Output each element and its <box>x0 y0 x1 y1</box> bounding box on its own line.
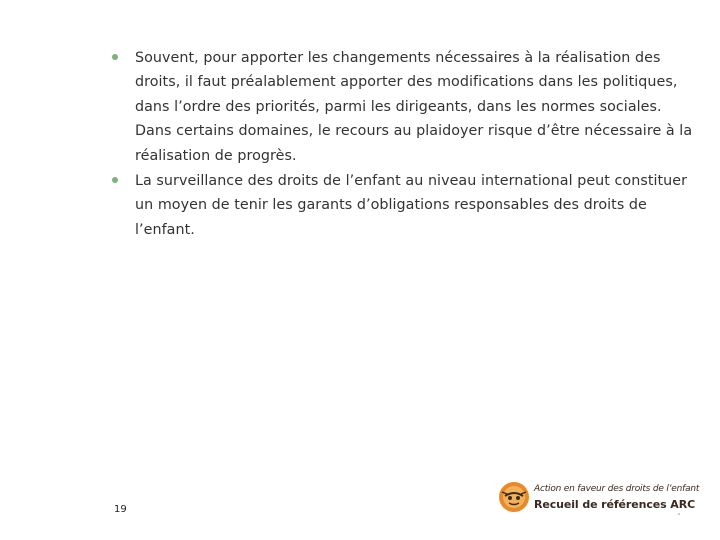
arc-logo <box>498 480 700 518</box>
bullet-text: La surveillance des droits de l’enfant au niveau international peut constituer un moyen de tenir les garants d’obligations responsables des droits de l’enfant. <box>135 173 688 238</box>
bullet-text: Souvent, pour apporter les changements nécessaires à la réalisation des droits, il faut préalablement apporter des modifications dans les politiques, dans l’ordre des priorités, parmi les dirigeants, dans les normes sociales. Dans certains domaines, le recours au plaidoyer risque d’être nécessaire à la réalisation de progrès. <box>135 50 693 164</box>
logo-tagline: Action en faveur des droits de l’enfant <box>534 484 700 494</box>
decorative-dot <box>678 513 680 515</box>
arc-logo-icon <box>498 481 530 513</box>
page-number: 19 <box>114 504 127 515</box>
logo-title: Recueil de références ARC <box>534 498 696 511</box>
bullet-dot-icon <box>112 177 118 183</box>
bullet-dot-icon <box>112 54 118 60</box>
